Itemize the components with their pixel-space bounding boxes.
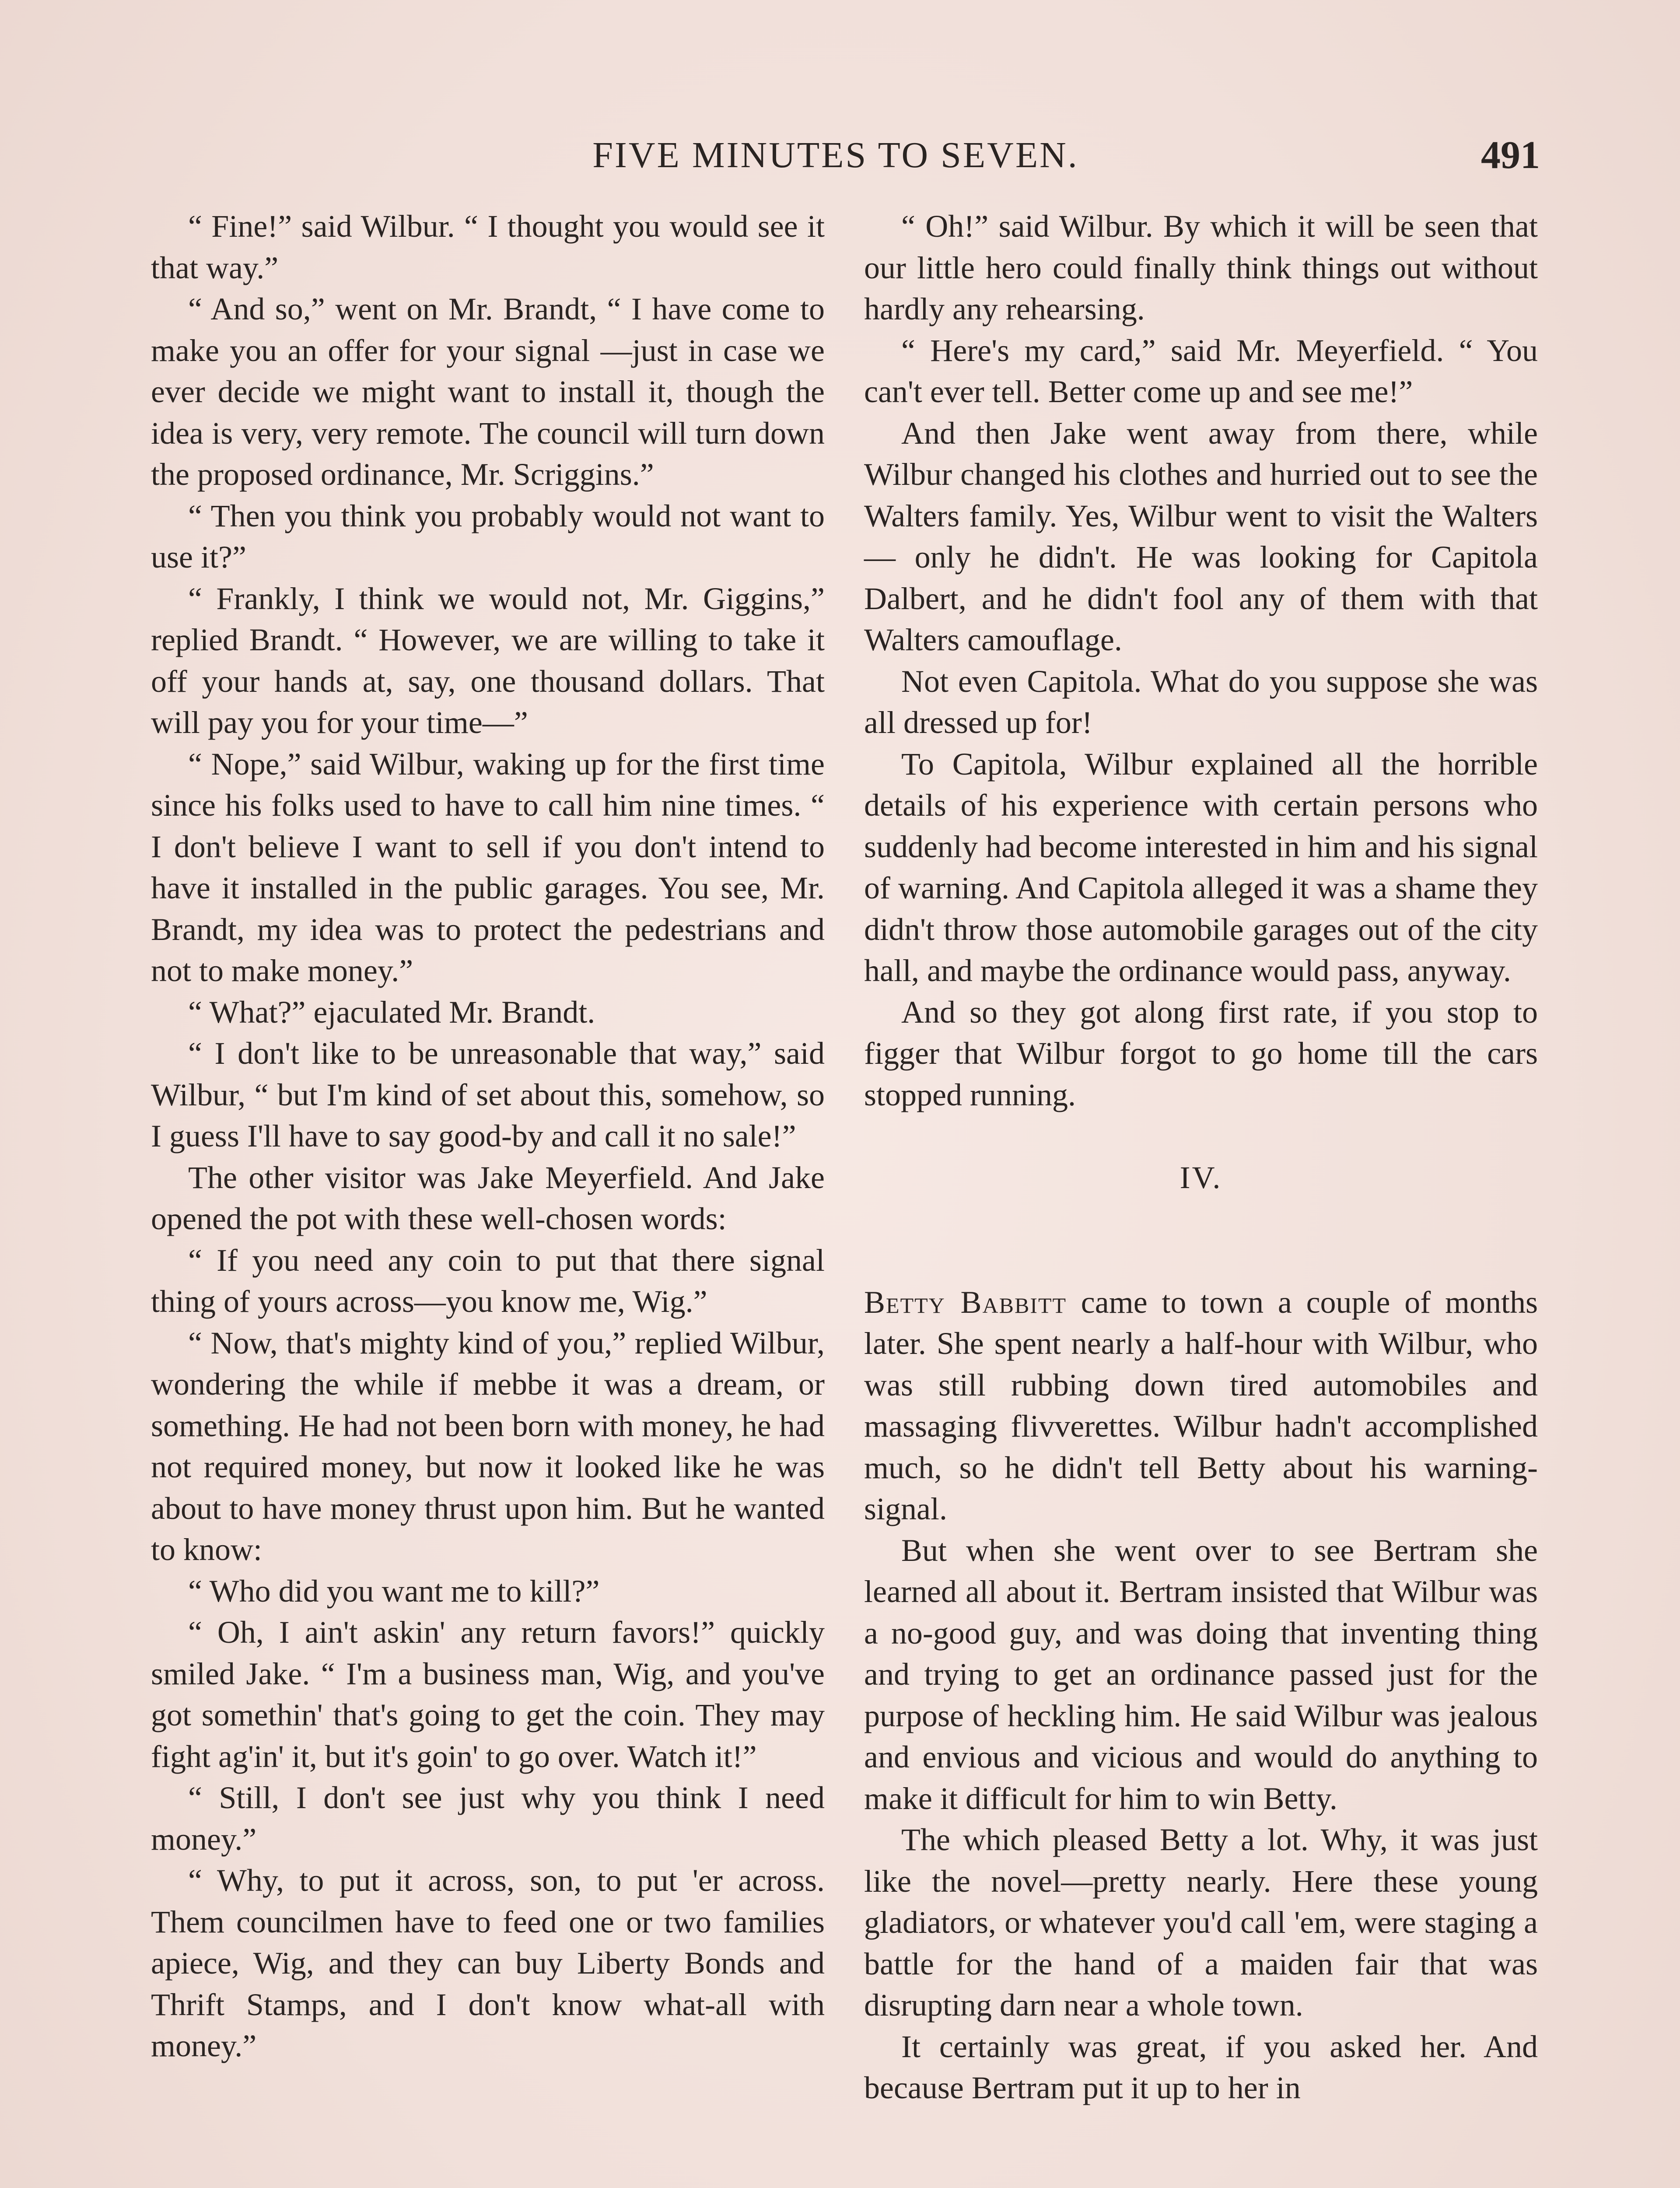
paragraph: “ Here's my card,” said Mr. Meyerfield. “ You can't ever tell. Better come up and see me!” xyxy=(864,333,1538,409)
paragraph: It certainly was great, if you asked her. And because Bertram put it up to her in xyxy=(864,2029,1538,2105)
paragraph: But when she went over to see Bertram she learned all about it. Bertram insisted that Wilbur was a no-good guy, and was doing that inventing thing and trying to get an ordinance passed just for the purpose of heckling him. He said Wilbur was jealous and envious and vicious and would do anything to make it difficult for him to win Betty. xyxy=(864,1532,1538,1816)
paragraph: “ I don't like to be unreasonable that way,” said Wilbur, “ but I'm kind of set about this, somehow, so I guess I'll have to say good-by and call it no sale!” xyxy=(151,1036,825,1154)
paragraph: “ Why, to put it across, son, to put 'er across. Them councilmen have to feed one or two families apiece, Wig, and they can buy Liberty Bonds and Thrift Stamps, and I don't know what-all with money.” xyxy=(151,1863,825,2063)
paragraph: “ Oh!” said Wilbur. By which it will be seen that our little hero could finally think things out without hardly any rehearsing. xyxy=(864,209,1538,326)
running-title: FIVE MINUTES TO SEVEN. xyxy=(592,135,1079,175)
paragraph: The which pleased Betty a lot. Why, it was just like the novel—pretty nearly. Here these young gladiators, or whatever you'd call 'em, were staging a battle for the hand of a maiden fair that was disrupting darn near a whole town. xyxy=(864,1822,1538,2023)
running-head xyxy=(131,131,1540,179)
lead-small-caps: Betty Babbitt xyxy=(864,1284,1067,1320)
paragraph: “ What?” ejaculated Mr. Brandt. xyxy=(188,994,595,1030)
paragraph: “ Frankly, I think we would not, Mr. Giggins,” replied Brandt. “ However, we are willing to take it off your hands at, say, one thousand dollars. That will pay you for your time—” xyxy=(151,581,825,740)
paragraph: “ Still, I don't see just why you think I need money.” xyxy=(151,1780,825,1857)
paragraph: “ If you need any coin to put that there signal thing of yours across—you know me, Wig.” xyxy=(151,1242,825,1319)
paragraph: “ Now, that's mighty kind of you,” replied Wilbur, wondering the while if mebbe it was a dream, or something. He had not been born with money, he had not required money, but now it looked like he was about to have money thrust upon him. But he wanted to know: xyxy=(151,1325,825,1567)
paragraph: “ Who did you want me to kill?” xyxy=(188,1573,600,1609)
paragraph: And then Jake went away from there, while Wilbur changed his clothes and hurried out to see the Walters family. Yes, Wilbur went to visit the Walters — only he didn't. He was looking for Capitola Dalbert, and he didn't fool any of them with that Walters camouflage. xyxy=(864,415,1538,657)
paragraph: The other visitor was Jake Meyerfield. And Jake opened the pot with these well-chosen words: xyxy=(151,1160,825,1236)
section-opening-text: came to town a couple of months later. She spent nearly a half-hour with Wilbur, who was still rubbing down tired automobiles and massaging flivverettes. Wilbur hadn't accomplished much, so he didn't tell Betty about his warning-signal. xyxy=(864,1284,1538,1526)
paragraph: “ Oh, I ain't askin' any return favors!” quickly smiled Jake. “ I'm a business man, Wig, and you've got somethin' that's going to get the coin. They may fight ag'in' it, but it's goin' to go over. Watch it!” xyxy=(151,1615,825,1774)
page-number: 491 xyxy=(1481,133,1540,177)
paragraph: “ Then you think you probably would not want to use it?” xyxy=(151,498,825,575)
paragraph: And so they got along first rate, if you stop to figger that Wilbur forgot to go home till the cars stopped running. xyxy=(864,994,1538,1112)
paragraph: “ Fine!” said Wilbur. “ I thought you would see it that way.” xyxy=(151,209,825,285)
paragraph: “ And so,” went on Mr. Brandt, “ I have come to make you an offer for your signal —just in case we ever decide we might want to install it, though the idea is very, very remote. The council will turn down the proposed ordinance, Mr. Scriggins.” xyxy=(151,291,825,492)
paragraph: “ Nope,” said Wilbur, waking up for the first time since his folks used to have to call him nine times. “ I don't believe I want to sell if you don't intend to have it installed in the public garages. You see, Mr. Brandt, my idea was to protect the pedestrians and not to make money.” xyxy=(151,746,825,988)
left-column xyxy=(151,206,825,2067)
paragraph: Not even Capitola. What do you suppose she was all dressed up for! xyxy=(864,663,1538,740)
paragraph: To Capitola, Wilbur explained all the horrible details of his experience with certain persons who suddenly had become interested in him and his signal of warning. And Capitola alleged it was a shame they didn't throw those automobile garages out of the city hall, and maybe the ordinance would pass, anyway. xyxy=(864,746,1538,988)
right-column xyxy=(864,206,1538,2109)
section-opening-paragraph xyxy=(864,1282,1538,1530)
section-heading: IV. xyxy=(1180,1160,1222,1195)
